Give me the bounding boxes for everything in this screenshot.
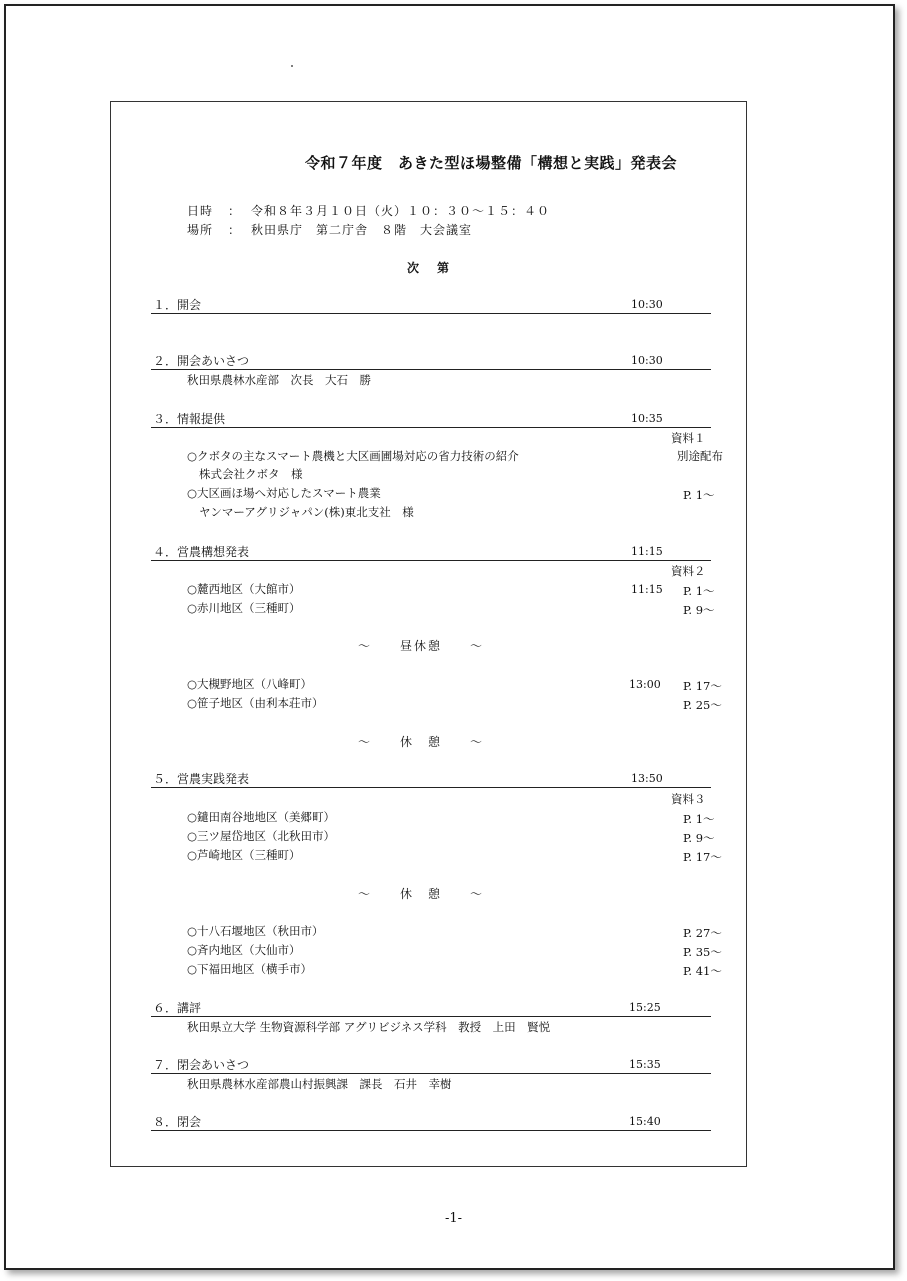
section-4-item-1: ○麓西地区（大館市） — [187, 582, 301, 596]
section-5-rule — [151, 787, 711, 788]
section-3-material: 資料１ — [671, 431, 706, 445]
section-7-speaker: 秋田県農林水産部農山村振興課 課長 石井 幸樹 — [187, 1077, 452, 1091]
section-6-title: ６．講評 — [153, 1001, 202, 1015]
section-5-item-4: ○十八石堰地区（秋田市） — [187, 924, 324, 938]
section-3-rule — [151, 427, 711, 428]
section-1-time: 10:30 — [631, 298, 663, 311]
section-5-item-3-page: P. 17～ — [683, 850, 722, 864]
break-2: ～ 休 憩 ～ — [358, 887, 485, 901]
section-5-item-3: ○芦崎地区（三種町） — [187, 848, 301, 862]
section-4-item-4-page: P. 25～ — [683, 698, 722, 712]
section-5-material: 資料３ — [671, 792, 706, 806]
section-5-title: ５．営農実践発表 — [153, 772, 250, 786]
section-5-item-6-page: P. 41～ — [683, 964, 722, 978]
lunch-break: ～ 昼休憩 ～ — [358, 639, 485, 653]
section-5-item-2: ○三ツ屋岱地区（北秋田市） — [187, 829, 336, 843]
section-8-rule — [151, 1130, 711, 1131]
venue-value: 秋田県庁 第二庁舎 ８階 大会議室 — [251, 223, 473, 237]
speck — [291, 65, 293, 67]
section-1-rule — [151, 313, 711, 314]
section-4-title: ４．営農構想発表 — [153, 545, 250, 559]
venue-separator: ： — [228, 223, 242, 237]
section-4-material: 資料２ — [671, 564, 706, 578]
datetime-separator: ： — [228, 204, 242, 218]
section-3-item-1-presenter: 株式会社クボタ 様 — [199, 467, 303, 481]
section-6-speaker: 秋田県立大学 生物資源科学部 アグリビジネス学科 教授 上田 賢悦 — [187, 1020, 551, 1034]
section-3-item-1: ○クボタの主なスマート農機と大区画圃場対応の省力技術の紹介 — [187, 449, 519, 463]
section-3-item-2-page: P. 1～ — [683, 488, 715, 502]
section-5-item-6: ○下福田地区（横手市） — [187, 962, 313, 976]
break-1: ～ 休 憩 ～ — [358, 735, 485, 749]
section-8-time: 15:40 — [629, 1115, 661, 1128]
document-box — [110, 101, 747, 1167]
agenda-heading: 次第 — [407, 261, 468, 275]
section-2-speaker: 秋田県農林水産部 次長 大石 勝 — [187, 373, 371, 387]
section-2-title: ２．開会あいさつ — [153, 354, 250, 368]
section-3-item-2-presenter: ヤンマーアグリジャパン(株)東北支社 様 — [199, 505, 414, 519]
section-5-item-1: ○鑓田南谷地地区（美郷町） — [187, 810, 336, 824]
section-4-item-2-page: P. 9～ — [683, 603, 715, 617]
section-4-item-3: ○大槻野地区（八峰町） — [187, 677, 313, 691]
section-4-time: 11:15 — [631, 545, 663, 558]
section-3-title: ３．情報提供 — [153, 412, 226, 426]
section-7-title: ７．閉会あいさつ — [153, 1058, 250, 1072]
section-5-item-1-page: P. 1～ — [683, 812, 715, 826]
section-5-time: 13:50 — [631, 772, 663, 785]
section-4-item-4: ○笹子地区（由利本荘市） — [187, 696, 324, 710]
section-5-item-4-page: P. 27～ — [683, 926, 722, 940]
section-6-rule — [151, 1016, 711, 1017]
section-4-item-1-page: P. 1～ — [683, 584, 715, 598]
section-3-item-1-page: 別途配布 — [677, 449, 723, 463]
section-4-item-1-time: 11:15 — [631, 583, 663, 596]
section-5-item-2-page: P. 9～ — [683, 831, 715, 845]
section-4-item-3-page: P. 17～ — [683, 679, 722, 693]
section-4-rule — [151, 560, 711, 561]
section-2-time: 10:30 — [631, 354, 663, 367]
section-3-time: 10:35 — [631, 412, 663, 425]
section-5-item-5-page: P. 35～ — [683, 945, 722, 959]
venue-label: 場所 — [187, 223, 214, 237]
section-7-rule — [151, 1073, 711, 1074]
page-number: -1- — [444, 1211, 463, 1226]
section-3-item-2: ○大区画ほ場へ対応したスマート農業 — [187, 486, 381, 500]
section-2-rule — [151, 369, 711, 370]
section-4-item-3-time: 13:00 — [629, 678, 661, 691]
section-4-item-2: ○赤川地区（三種町） — [187, 601, 301, 615]
section-8-title: ８．閉会 — [153, 1115, 202, 1129]
section-7-time: 15:35 — [629, 1058, 661, 1071]
document-title: 令和７年度 あきた型ほ場整備「構想と実践」発表会 — [304, 154, 677, 172]
datetime-value: 令和８年３月１０日（火）１０：３０～１５：４０ — [251, 204, 551, 218]
section-5-item-5: ○斉内地区（大仙市） — [187, 943, 301, 957]
section-1-title: １．開会 — [153, 298, 202, 312]
datetime-label: 日時 — [187, 204, 214, 218]
section-6-time: 15:25 — [629, 1001, 661, 1014]
